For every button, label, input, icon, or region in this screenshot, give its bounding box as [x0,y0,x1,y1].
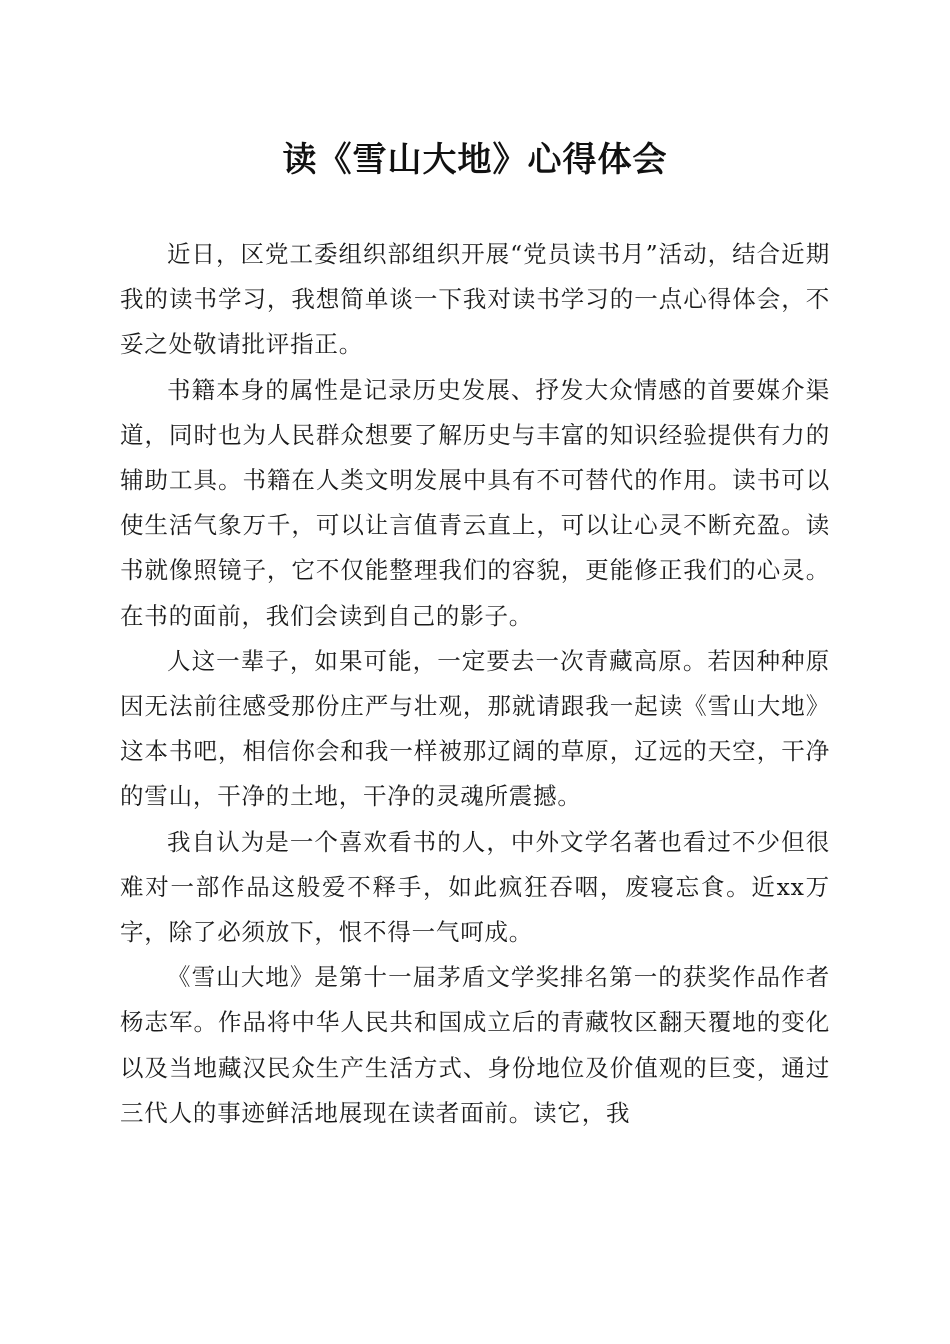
document-title: 读《雪山大地》心得体会 [282,140,668,180]
paragraph-3: 人这一辈子，如果可能，一定要去一次青藏高原。若因种种原因无法前往感受那份庄严与壮观，那就请跟我一起读《雪山大地》这本书吧，相信你会和我一样被那辽阔的草原，辽远的天空，干净的雪山，干净的土地，干净的灵魂所震撼。 [120,646,830,811]
document-body [120,232,830,1136]
paragraph-1: 近日，区党工委组织部组织开展“党员读书月”活动，结合近期我的读书学习，我想简单谈一下我对读书学习的一点心得体会，不妥之处敬请批评指正。 [120,240,830,359]
paragraph-5: 《雪山大地》是第十一届茅盾文学奖排名第一的获奖作品作者杨志军。作品将中华人民共和国成立后的青藏牧区翻天覆地的变化以及当地藏汉民众生产生活方式、身份地位及价值观的巨变，通过三代人的事迹鲜活地展现在读者面前。读它，我 [120,963,830,1127]
paragraph-2: 书籍本身的属性是记录历史发展、抒发大众情感的首要媒介渠道，同时也为人民群众想要了解历史与丰富的知识经验提供有力的辅助工具。书籍在人类文明发展中具有不可替代的作用。读书可以使生活气象万千，可以让言值青云直上，可以让心灵不断充盈。读书就像照镜子，它不仅能整理我们的容貌，更能修正我们的心灵。在书的面前，我们会读到自己的影子。 [120,375,830,630]
paragraph-4: 我自认为是一个喜欢看书的人，中外文学名著也看过不少但很难对一部作品这般爱不释手，如此疯狂吞咽，废寝忘食。近xx万字，除了必须放下，恨不得一气呵成。 [120,827,830,947]
